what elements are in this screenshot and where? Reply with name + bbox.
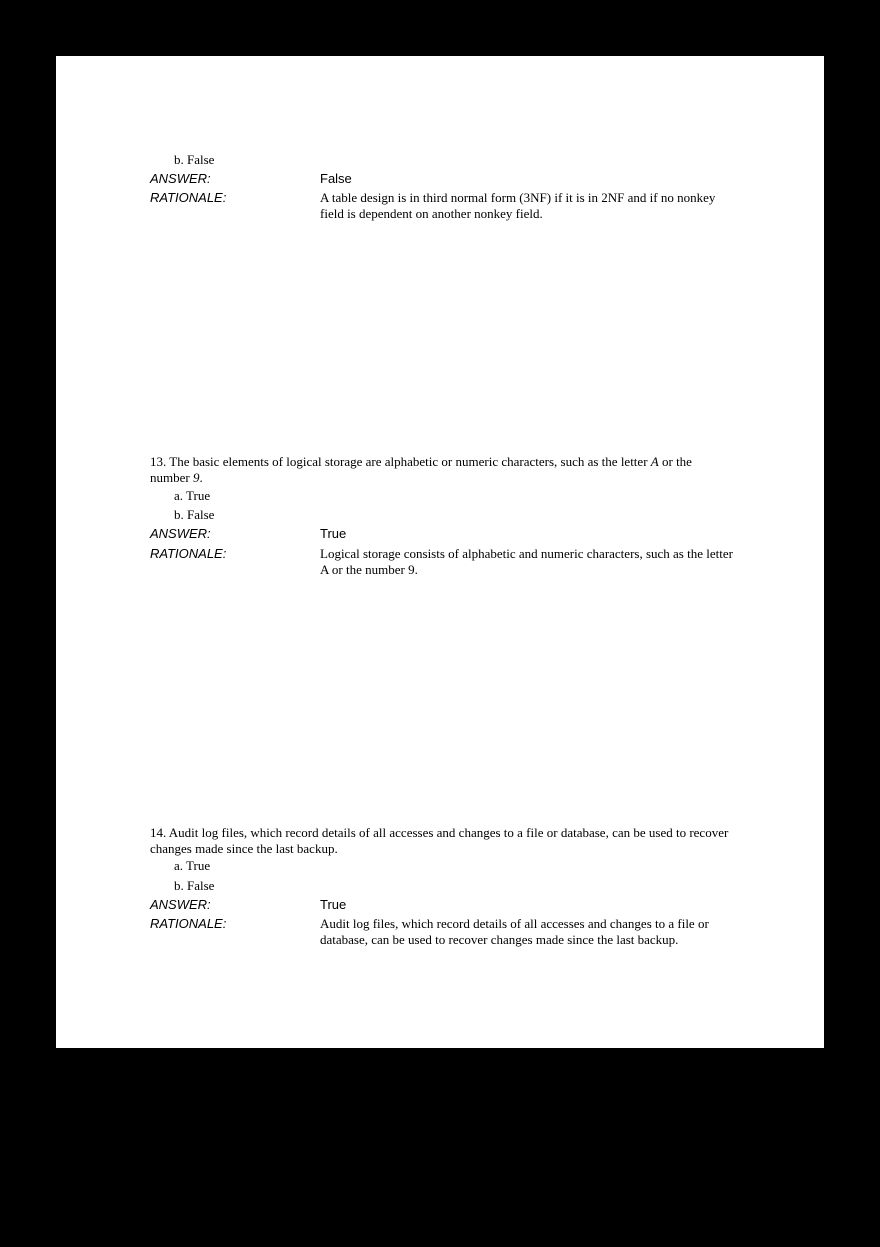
- q14-rationale-text: Audit log files, which record details of all accesses and changes to a file or database, can be used to recover changes made since the last backup.: [320, 916, 709, 947]
- q13-text-pre: The basic elements of logical storage are alphabetic or numeric characters, such as the letter: [169, 454, 651, 469]
- q12-answer-label: ANSWER:: [150, 171, 211, 186]
- q13-option-a: a. True: [174, 488, 211, 503]
- q14-answer-label: ANSWER:: [150, 897, 211, 912]
- q14-option-a: a. True: [174, 858, 211, 873]
- q14-text: Audit log files, which record details of all accesses and changes to a file or database, can be used to recover changes made since the last backup.: [150, 825, 729, 856]
- q14-option-b: b. False: [174, 878, 215, 893]
- q12-rationale-label: RATIONALE:: [150, 190, 227, 205]
- q12-answer-value: False: [320, 171, 352, 186]
- q13-question: [150, 454, 730, 486]
- q14-number: 14.: [150, 825, 167, 840]
- q13-text-a: A: [650, 454, 659, 469]
- q13-text-mid: or the number: [150, 454, 692, 485]
- q13-number: 13.: [150, 454, 167, 469]
- q13-rationale-label: RATIONALE:: [150, 546, 227, 561]
- q13-answer-value: True: [320, 526, 347, 541]
- q14-question: [150, 825, 730, 857]
- q12-option-b: b. False: [174, 152, 215, 167]
- q12-rationale-text: A table design is in third normal form (3NF) if it is in 2NF and if no nonkey field is dependent on another nonkey field.: [320, 190, 716, 221]
- q13-rationale-text: Logical storage consists of alphabetic and numeric characters, such as the letter A or the number 9.: [320, 546, 733, 577]
- q14-answer-value: True: [320, 897, 347, 912]
- q13-answer-label: ANSWER:: [150, 526, 211, 541]
- q13-text-post: .: [199, 470, 203, 485]
- q14-rationale-label: RATIONALE:: [150, 916, 227, 931]
- q13-option-b: b. False: [174, 507, 215, 522]
- q13-text-9: 9: [192, 470, 200, 485]
- document-page: [56, 56, 824, 1048]
